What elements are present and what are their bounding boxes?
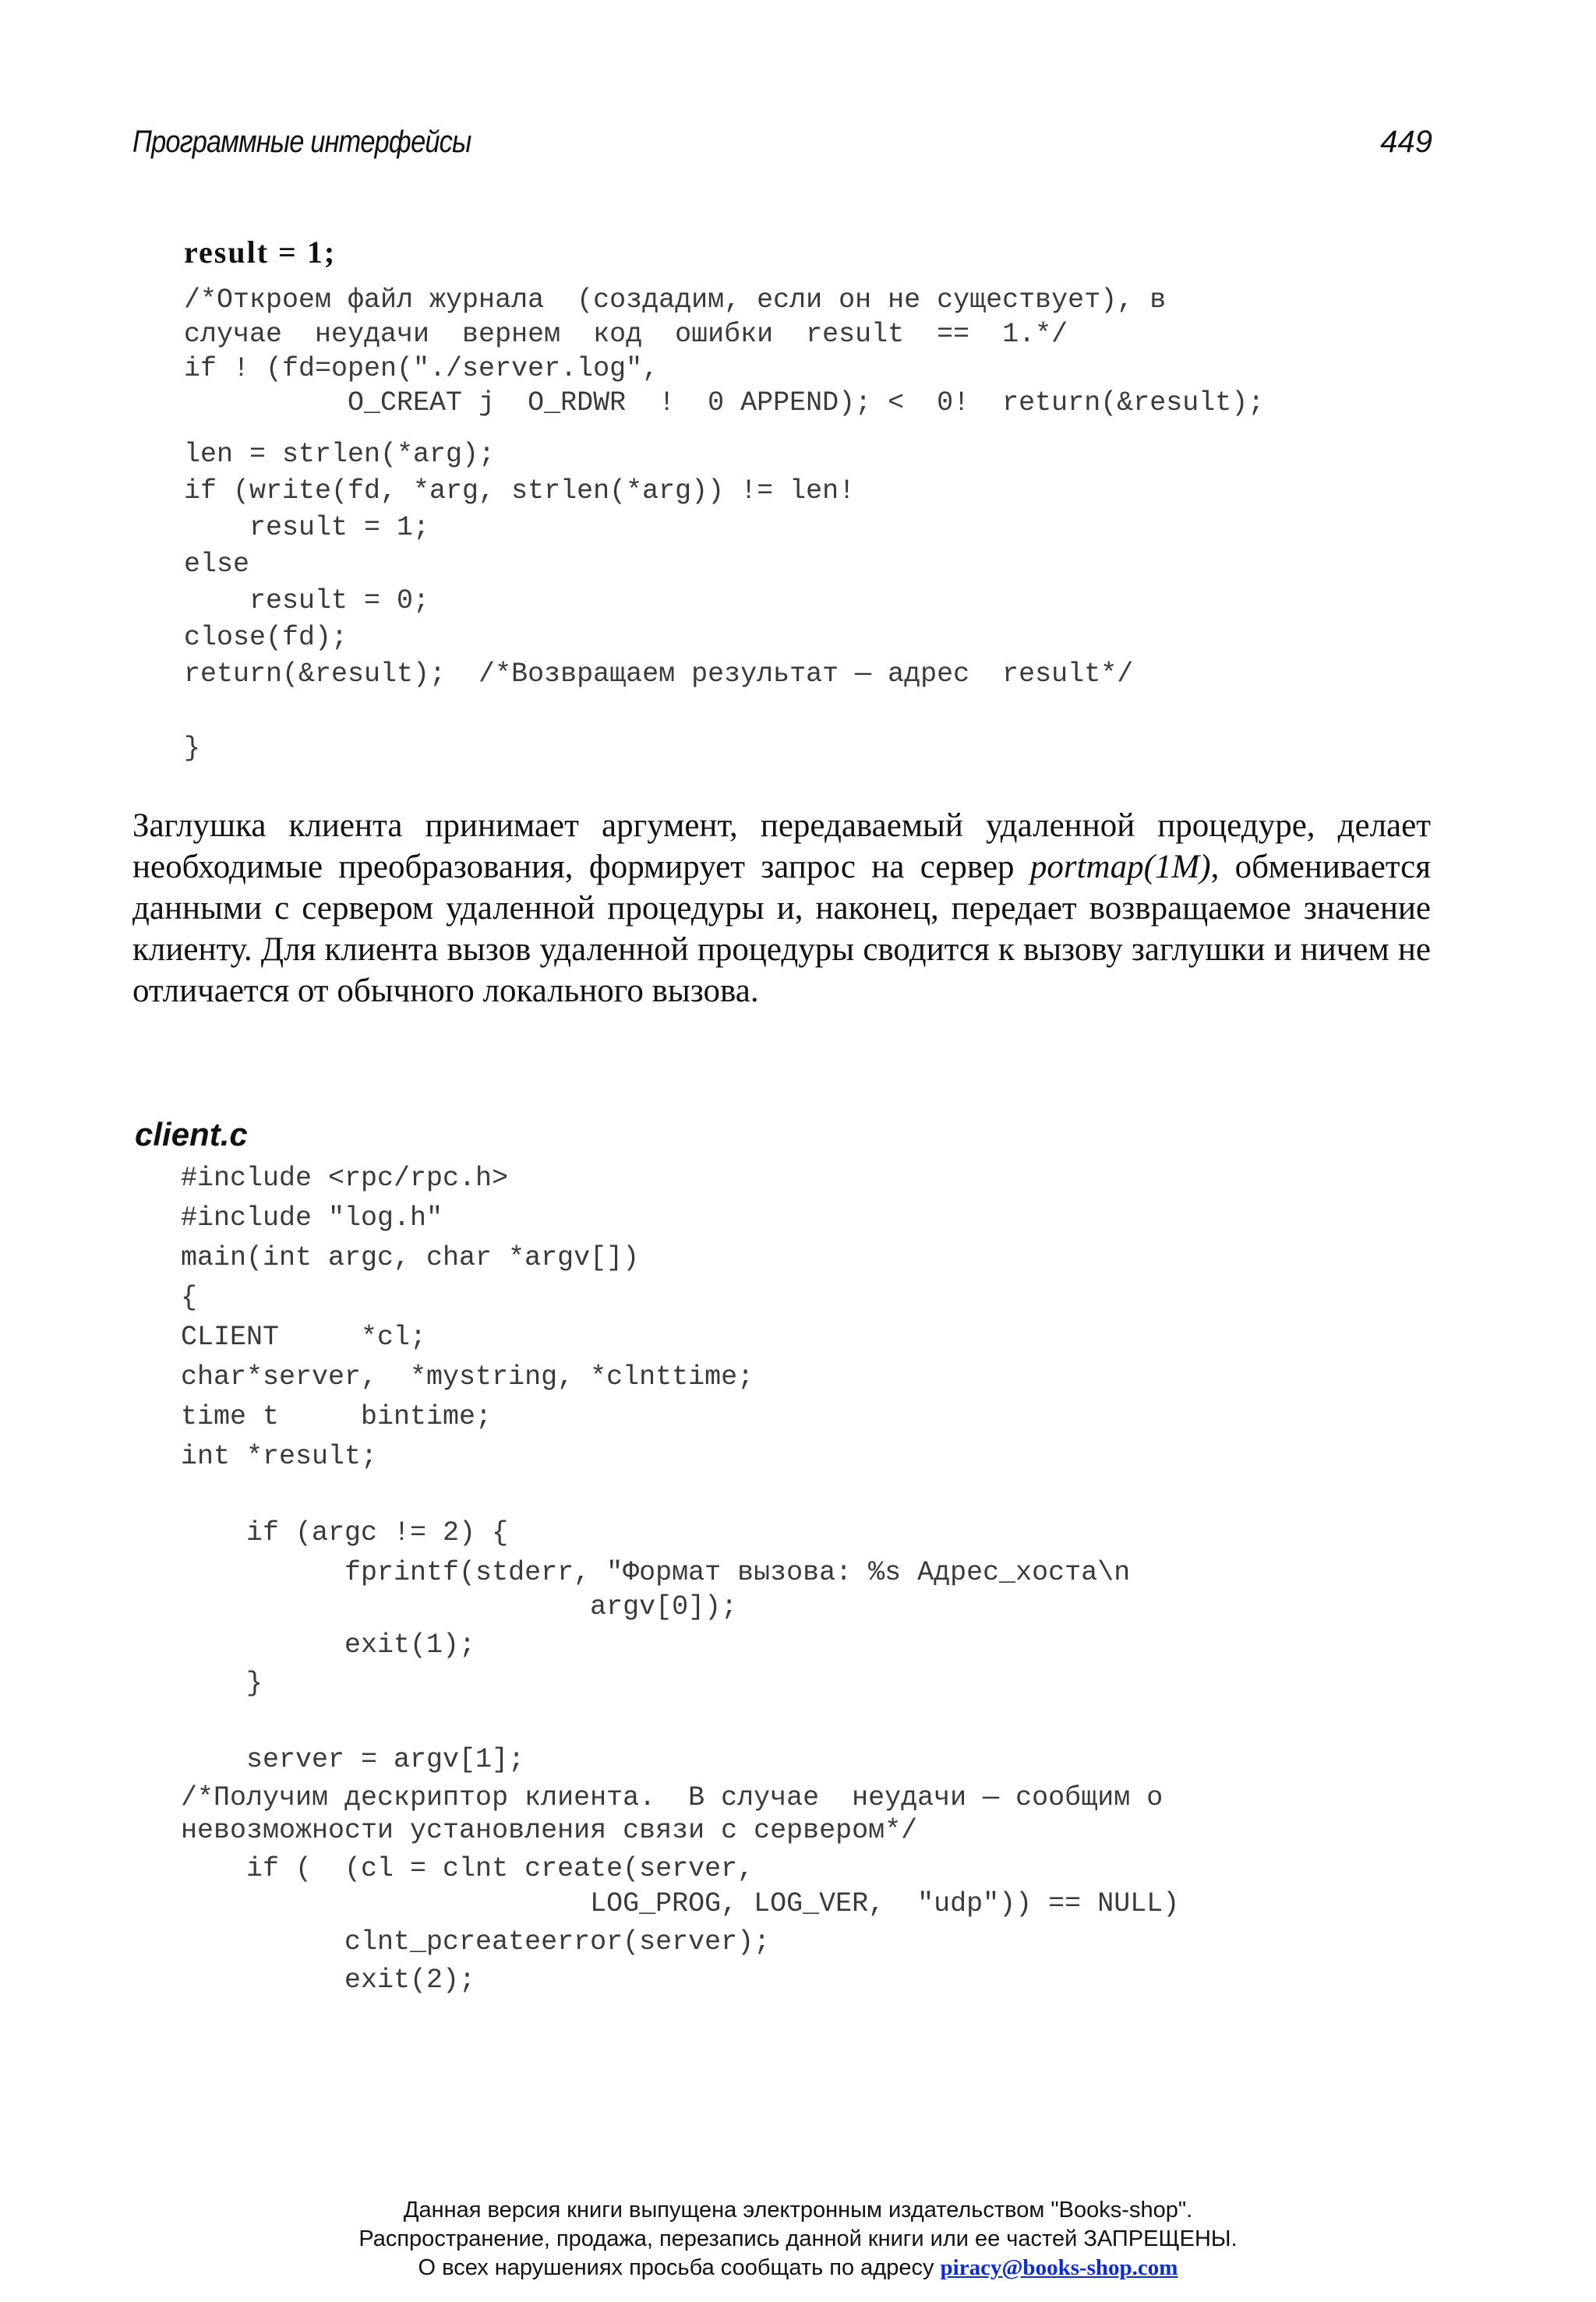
code-line: невозможности установления связи с сервером*/	[181, 1815, 918, 1846]
server-code-listing	[184, 234, 1265, 764]
paragraph-text-start: Заглушка клиента принимает аргумент, передаваемый удаленной процедуре, делает необходимые преобразования, формирует запрос на сервер	[132, 807, 1431, 885]
footer-notice	[0, 2196, 1596, 2283]
footer-contact-text: О всех нарушениях просьба сообщать по адресу	[418, 2255, 941, 2280]
code-line: close(fd);	[184, 622, 348, 653]
code-line: server = argv[1];	[181, 1744, 525, 1775]
client-code-listing	[181, 1163, 1180, 1996]
code-line: #include "log.h"	[181, 1202, 443, 1234]
code-line: exit(2);	[181, 1965, 476, 1996]
code-line: argv[0]);	[181, 1591, 738, 1622]
code-line: CLIENT *cl;	[181, 1322, 427, 1353]
footer-email-link[interactable]: piracy@books-shop.com	[940, 2255, 1178, 2280]
page-number: 449	[1380, 125, 1432, 159]
section-heading: client.c	[135, 1116, 248, 1153]
code-line: LOG_PROG, LOG_VER, "udp")) == NULL)	[181, 1888, 1180, 1919]
code-line: clnt_pcreateerror(server);	[181, 1926, 771, 1958]
code-line: len = strlen(*arg);	[184, 439, 496, 470]
paragraph-italic-term: portmap(1M)	[1029, 849, 1211, 885]
footer-line: Данная версия книги выпущена электронным издательством "Books-shop".	[403, 2198, 1193, 2223]
code-line: if ( (cl = clnt create(server,	[181, 1853, 754, 1884]
code-line: #include <rpc/rpc.h>	[181, 1163, 509, 1194]
footer-line: Распространение, продажа, перезапись данной книги или ее частей ЗАПРЕЩЕНЫ.	[358, 2226, 1238, 2251]
code-line: result = 1;	[184, 235, 337, 270]
code-line: time t bintime;	[181, 1401, 493, 1432]
code-line: }	[184, 733, 201, 764]
paragraph-text-end: , обменивается данными с сервером удаленной процедуры и, наконец, передает возвращаемое значение клиенту. Для клиента вызов удаленной процедуры сводится к вызову заглушки и ничем не отличается от обычного локального вызова.	[132, 849, 1431, 1009]
code-line: O_CREAT j O_RDWR ! 0 APPEND); < 0! return(&result);	[184, 387, 1265, 418]
code-line: if ! (fd=open("./server.log",	[184, 353, 659, 384]
body-paragraph	[132, 805, 1431, 1012]
code-line: result = 1;	[184, 512, 430, 543]
code-line: if (argc != 2) {	[181, 1517, 509, 1548]
code-line: }	[181, 1668, 263, 1699]
code-line: if (write(fd, *arg, strlen(*arg)) != len!	[184, 475, 856, 507]
code-line: случае неудачи вернем код ошибки result == 1.*/	[184, 319, 1068, 350]
code-line: main(int argc, char *argv[])	[181, 1242, 640, 1273]
code-line: fprintf(stderr, "Формат вызова: %s Адрес_хоста\n	[181, 1557, 1131, 1588]
code-line: return(&result); /*Возвращаем результат — адрес result*/	[184, 658, 1134, 690]
code-line: int *result;	[181, 1441, 378, 1472]
code-line: result = 0;	[184, 585, 430, 616]
code-line: /*Откроем файл журнала (создадим, если он не существует), в	[184, 284, 1167, 316]
code-line: {	[181, 1282, 198, 1313]
code-line: /*Получим дескриптор клиента. В случае неудачи — сообщим о	[181, 1782, 1163, 1813]
code-line: else	[184, 549, 250, 580]
code-line: exit(1);	[181, 1629, 476, 1661]
running-header-title: Программные интерфейсы	[132, 125, 471, 159]
code-line: char*server, *mystring, *clnttime;	[181, 1361, 754, 1393]
footer-line	[0, 2254, 1596, 2283]
